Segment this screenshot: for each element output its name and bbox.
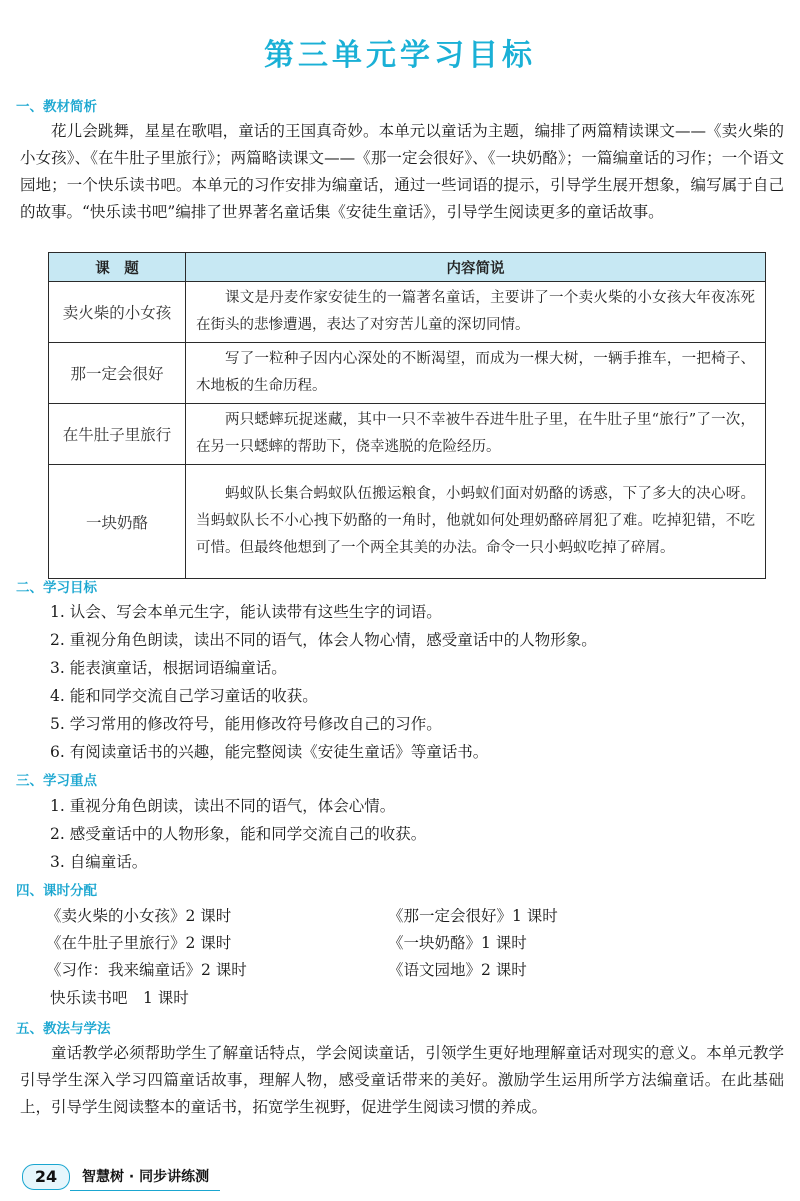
table-header-topic: 课 题: [49, 253, 186, 282]
table-cell-summary: 蚂蚁队长集合蚂蚁队伍搬运粮食，小蚂蚁们面对奶酪的诱惑，下了多大的决心呀。当蚂蚁队长不小心拽下奶酪的一角时，他就如何处理奶酪碎屑犯了难。吃掉犯错，不吃可惜。但最终他想到了一个两全其美的办法。命令一只小蚂蚁吃掉了碎屑。: [186, 465, 766, 579]
section-heading-learning-goals: 二、学习目标: [16, 580, 97, 596]
schedule-item: 《语文园地》2 课时: [388, 961, 527, 979]
section-heading-class-hours: 四、课时分配: [16, 883, 97, 899]
schedule-item: 《那一定会很好》1 课时: [388, 907, 558, 925]
list-item: 5. 学习常用的修改符号，能用修改符号修改自己的习作。: [50, 715, 442, 733]
table-cell-summary: 写了一粒种子因内心深处的不断渴望，而成为一棵大树，一辆手推车，一把椅子、木地板的生命历程。: [186, 343, 766, 404]
table-cell-summary: 课文是丹麦作家安徒生的一篇著名童话，主要讲了一个卖火柴的小女孩大年夜冻死在街头的悲惨遭遇，表达了对穷苦儿童的深切同情。: [186, 282, 766, 343]
textbook-analysis-paragraph: 花儿会跳舞，星星在歌唱，童话的王国真奇妙。本单元以童话为主题，编排了两篇精读课文——《卖火柴的小女孩》、《在牛肚子里旅行》；两篇略读课文——《那一定会很好》、《一块奶酪》；一篇编童话的习作；一个语文园地；一个快乐读书吧。本单元的习作安排为编童话，通过一些词语的提示，引导学生展开想象，编写属于自己的故事。“快乐读书吧”编排了世界著名童话集《安徒生童话》，引导学生阅读更多的童话故事。: [20, 122, 784, 221]
table-cell-topic: 卖火柴的小女孩: [49, 282, 186, 343]
schedule-item: 《习作：我来编童话》2 课时: [46, 961, 247, 979]
page-title: 第三单元学习目标: [264, 38, 536, 73]
table-row: [49, 343, 766, 404]
table-row: [49, 465, 766, 579]
table-cell-topic: 在牛肚子里旅行: [49, 404, 186, 465]
table-row: [49, 404, 766, 465]
section-heading-methods: 五、教法与学法: [16, 1021, 111, 1037]
list-item: 3. 自编童话。: [50, 853, 148, 871]
book-series-name: 智慧树 · 同步讲练测: [82, 1169, 210, 1185]
section-heading-key-points: 三、学习重点: [16, 773, 97, 789]
table-cell-summary: 两只蟋蟀玩捉迷藏，其中一只不幸被牛吞进牛肚子里，在牛肚子里“旅行”了一次，在另一只蟋蟀的帮助下，侥幸逃脱的危险经历。: [186, 404, 766, 465]
table-cell-topic: 一块奶酪: [49, 465, 186, 579]
list-item: 2. 感受童话中的人物形象，能和同学交流自己的收获。: [50, 825, 427, 843]
table-header-row: [49, 253, 766, 282]
table-row: [49, 282, 766, 343]
footer-underline: [70, 1190, 220, 1191]
schedule-item: 《在牛肚子里旅行》2 课时: [46, 934, 232, 952]
list-item: 6. 有阅读童话书的兴趣，能完整阅读《安徒生童话》等童话书。: [50, 743, 489, 761]
page-number-badge: 24: [22, 1164, 70, 1190]
table-cell-topic: 那一定会很好: [49, 343, 186, 404]
lesson-overview-table: [48, 252, 766, 579]
list-item: 3. 能表演童话，根据词语编童话。: [50, 659, 287, 677]
list-item: 1. 认会、写会本单元生字，能认读带有这些生字的词语。: [50, 603, 442, 621]
list-item: 1. 重视分角色朗读，读出不同的语气，体会心情。: [50, 797, 396, 815]
list-item: 2. 重视分角色朗读，读出不同的语气，体会人物心情，感受童话中的人物形象。: [50, 631, 597, 649]
table-header-summary: 内容简说: [186, 253, 766, 282]
schedule-item: 《一块奶酪》1 课时: [388, 934, 527, 952]
list-item: 4. 能和同学交流自己学习童话的收获。: [50, 687, 318, 705]
methods-paragraph: 童话教学必须帮助学生了解童话特点，学会阅读童话，引领学生更好地理解童话对现实的意义。本单元教学引导学生深入学习四篇童话故事，理解人物，感受童话带来的美好。激励学生运用所学方法编童话。在此基础上，引导学生阅读整本的童话书，拓宽学生视野，促进学生阅读习惯的养成。: [20, 1044, 784, 1116]
schedule-item: 《卖火柴的小女孩》2 课时: [46, 907, 232, 925]
section-heading-textbook-analysis: 一、教材简析: [16, 99, 97, 115]
schedule-item: 快乐读书吧 1 课时: [50, 989, 189, 1007]
